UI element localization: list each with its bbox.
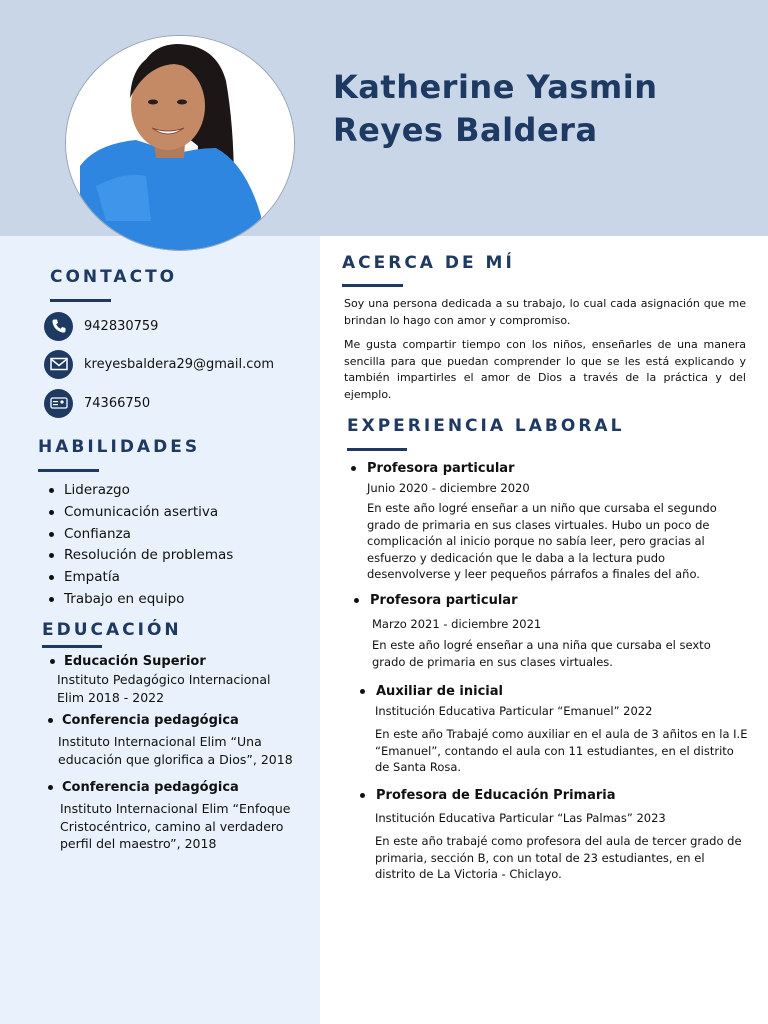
job-date: Institución Educativa Particular “Las Palmas” 2023 <box>375 811 666 825</box>
education-heading: Educación Superior <box>50 654 290 669</box>
mail-icon <box>44 350 73 379</box>
education-heading: Conferencia pedagógica <box>48 713 298 728</box>
skills-list <box>46 480 233 611</box>
profile-photo <box>65 35 295 251</box>
contact-email-row <box>44 349 274 379</box>
education-detail: Instituto Internacional Elim “Una educación que glorifica a Dios”, 2018 <box>58 734 293 767</box>
job-title: Profesora de Educación Primaria <box>358 788 748 803</box>
skills-divider <box>38 469 99 472</box>
about-paragraph-1: Soy una persona dedicada a su trabajo, lo cual cada asignación que me brindan lo hago con amor y compromiso. <box>344 297 746 327</box>
job-entry <box>358 788 748 883</box>
job-title: Profesora particular <box>352 593 744 608</box>
education-item <box>48 780 303 853</box>
phone-icon <box>44 312 73 341</box>
person-name <box>333 66 753 152</box>
skill-item: Resolución de problemas <box>46 545 233 567</box>
job-entry <box>352 593 744 670</box>
skill-item: Comunicación asertiva <box>46 502 233 524</box>
job-title: Auxiliar de inicial <box>358 684 748 699</box>
contact-title: CONTACTO <box>50 267 178 287</box>
contact-id-row <box>44 388 150 418</box>
job-description: En este año logré enseñar a una niña que cursaba el sexto grado de primaria en sus clases virtuales. <box>372 638 711 669</box>
phone-number[interactable]: 942830759 <box>84 318 159 334</box>
email-address[interactable]: kreyesbaldera29@gmail.com <box>84 356 274 372</box>
name-line-2: Reyes Baldera <box>333 111 598 149</box>
education-heading: Conferencia pedagógica <box>48 780 303 795</box>
education-detail: Instituto Internacional Elim “Enfoque Cristocéntrico, camino al verdadero perfil del maestro”, 2018 <box>60 801 291 851</box>
job-entry <box>349 461 741 583</box>
contact-phone-row <box>44 311 158 341</box>
job-description: En este año trabajé como profesora del aula de tercer grado de primaria, sección B, con un total de 23 estudiantes, en el distrito de La Victoria - Chiclayo. <box>375 834 742 881</box>
about-title: ACERCA DE MÍ <box>342 253 515 273</box>
job-entry <box>358 684 748 776</box>
about-divider <box>342 284 403 287</box>
education-title: EDUCACIÓN <box>42 620 182 640</box>
education-detail: Instituto Pedagógico Internacional Elim 2018 - 2022 <box>57 672 271 705</box>
education-item <box>50 654 290 706</box>
job-title: Profesora particular <box>349 461 741 476</box>
education-item <box>48 713 298 768</box>
experience-title: EXPERIENCIA LABORAL <box>347 416 625 436</box>
job-date: Junio 2020 - diciembre 2020 <box>367 481 530 495</box>
job-date: Marzo 2021 - diciembre 2021 <box>372 617 542 631</box>
education-divider <box>42 645 102 648</box>
skill-item: Empatía <box>46 567 233 589</box>
job-description: En este año logré enseñar a un niño que cursaba el segundo grado de primaria en sus clases virtuales. Hubo un poco de complicación al inicio porque no sabía leer, pero gracias al esfuerzo y dedicación que le daba a la lectura pudo desenvolverse y leer pequeños párrafos a finales del año. <box>367 501 717 581</box>
job-date: Institución Educativa Particular “Emanuel” 2022 <box>375 704 653 718</box>
skill-item: Trabajo en equipo <box>46 589 233 611</box>
contact-divider <box>50 299 111 302</box>
id-number: 74366750 <box>84 395 151 411</box>
name-line-1: Katherine Yasmin <box>333 68 658 106</box>
experience-divider <box>347 448 407 451</box>
about-paragraph-2: Me gusta compartir tiempo con los niños, enseñarles de una manera sencilla para que puedan comprender lo que se les está explicando y también impartirles el amor de Dios a través de la práctica y del ejemplo. <box>344 338 746 401</box>
id-card-icon <box>44 389 73 418</box>
job-description: En este año Trabajé como auxiliar en el aula de 3 añitos en la I.E “Emanuel”, contando el aula con 11 estudiantes, en el distrito de Santa Rosa. <box>375 727 748 774</box>
skill-item: Liderazgo <box>46 480 233 502</box>
skill-item: Confianza <box>46 524 233 546</box>
skills-title: HABILIDADES <box>38 437 201 457</box>
